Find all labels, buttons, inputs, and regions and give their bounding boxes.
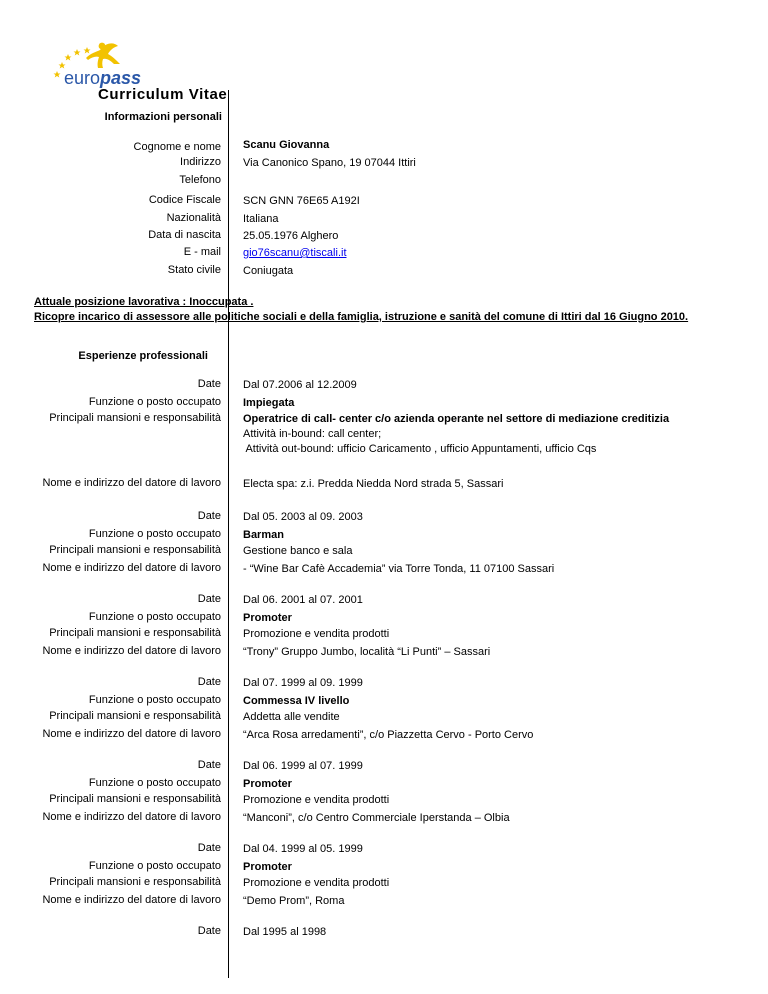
label-duties: Principali mansioni e responsabilità	[49, 793, 221, 805]
label-date: Date	[197, 510, 221, 522]
job-role: Barman	[243, 529, 284, 541]
job-employer: “Demo Prom”, Roma	[243, 895, 345, 907]
label-duties: Principali mansioni e responsabilità	[49, 412, 221, 424]
section-heading-experience: Esperienze professionali	[78, 350, 208, 362]
label-date: Date	[197, 759, 221, 771]
label-role: Funzione o posto occupato	[88, 694, 221, 706]
label-date: Date	[197, 842, 221, 854]
value-marital: Coniugata	[243, 265, 294, 277]
job-duties: Addetta alle vendite	[243, 711, 340, 723]
job-employer: “Trony” Gruppo Jumbo, località “Li Punti” – Sassari	[243, 646, 491, 658]
job-employer: - “Wine Bar Cafè Accademia” via Torre Tonda, 11 07100 Sassari	[243, 563, 555, 575]
label-employer: Nome e indirizzo del datore di lavoro	[42, 562, 221, 574]
job-role: Commessa IV livello	[243, 695, 350, 707]
svg-text:europass: europass	[64, 68, 142, 88]
cv-title: Curriculum Vitae	[98, 86, 228, 103]
label-duties: Principali mansioni e responsabilità	[49, 876, 221, 888]
label-phone: Telefono	[179, 174, 221, 186]
label-employer: Nome e indirizzo del datore di lavoro	[42, 645, 221, 657]
label-date: Date	[197, 593, 221, 605]
job-duties: Gestione banco e sala	[243, 545, 353, 557]
value-fiscal-code: SCN GNN 76E65 A192I	[243, 195, 360, 207]
job-date: Dal 04. 1999 al 05. 1999	[243, 843, 363, 855]
email-link[interactable]: gio76scanu@tiscali.it	[243, 247, 347, 259]
column-divider	[228, 90, 229, 978]
label-duties: Principali mansioni e responsabilità	[49, 627, 221, 639]
label-employer: Nome e indirizzo del datore di lavoro	[42, 728, 221, 740]
label-employer: Nome e indirizzo del datore di lavoro	[42, 811, 221, 823]
job-duties: Promozione e vendita prodotti	[243, 628, 390, 640]
job-date: Dal 05. 2003 al 09. 2003	[243, 511, 363, 523]
label-role: Funzione o posto occupato	[88, 528, 221, 540]
label-name: Cognome e nome	[133, 141, 221, 153]
job-employer: Electa spa: z.i. Predda Niedda Nord strada 5, Sassari	[243, 478, 504, 490]
label-email: E - mail	[183, 246, 221, 258]
job-role: Promoter	[243, 612, 292, 624]
job-date: Dal 07. 1999 al 09. 1999	[243, 677, 363, 689]
job-date: Dal 06. 2001 al 07. 2001	[243, 594, 363, 606]
job-duties-outbound: Attività out-bound: ufficio Caricamento , ufficio Appuntamenti, ufficio Cqs	[243, 443, 597, 455]
label-nationality: Nazionalità	[166, 212, 221, 224]
label-date: Date	[197, 378, 221, 390]
label-employer: Nome e indirizzo del datore di lavoro	[42, 477, 221, 489]
label-role: Funzione o posto occupato	[88, 396, 221, 408]
value-nationality: Italiana	[243, 213, 279, 225]
job-duties-inbound: Attività in-bound: call center;	[243, 428, 382, 440]
label-role: Funzione o posto occupato	[88, 611, 221, 623]
label-birth: Data di nascita	[148, 229, 221, 241]
job-duties: Promozione e vendita prodotti	[243, 877, 390, 889]
council-role: Ricopre incarico di assessore alle politiche sociali e della famiglia, istruzione e sanità del comune di Ittiri dal 16 Giugno 2010.	[34, 311, 689, 323]
label-address: Indirizzo	[180, 156, 221, 168]
job-date: Dal 06. 1999 al 07. 1999	[243, 760, 363, 772]
label-date: Date	[197, 925, 221, 937]
europass-logo	[48, 40, 148, 92]
job-employer: “Arca Rosa arredamenti”, c/o Piazzetta Cervo - Porto Cervo	[243, 729, 534, 741]
job-date: Dal 1995 al 1998	[243, 926, 327, 938]
value-address: Via Canonico Spano, 19 07044 Ittiri	[243, 157, 416, 169]
job-role: Promoter	[243, 778, 292, 790]
label-fiscal-code: Codice Fiscale	[148, 194, 221, 206]
value-name: Scanu Giovanna	[243, 139, 330, 151]
label-date: Date	[197, 676, 221, 688]
job-role: Impiegata	[243, 397, 295, 409]
job-duties: Operatrice di call- center c/o azienda operante nel settore di mediazione creditizia	[243, 413, 670, 425]
job-date: Dal 07.2006 al 12.2009	[243, 379, 357, 391]
job-role: Promoter	[243, 861, 292, 873]
section-heading-personal: Informazioni personali	[104, 111, 222, 123]
label-role: Funzione o posto occupato	[88, 860, 221, 872]
value-birth: 25.05.1976 Alghero	[243, 230, 339, 242]
job-duties: Promozione e vendita prodotti	[243, 794, 390, 806]
label-duties: Principali mansioni e responsabilità	[49, 544, 221, 556]
label-marital: Stato civile	[167, 264, 221, 276]
label-role: Funzione o posto occupato	[88, 777, 221, 789]
label-employer: Nome e indirizzo del datore di lavoro	[42, 894, 221, 906]
current-position: Attuale posizione lavorativa : Inoccupata .	[34, 296, 254, 308]
job-employer: “Manconi”, c/o Centro Commerciale Iperstanda – Olbia	[243, 812, 510, 824]
label-duties: Principali mansioni e responsabilità	[49, 710, 221, 722]
